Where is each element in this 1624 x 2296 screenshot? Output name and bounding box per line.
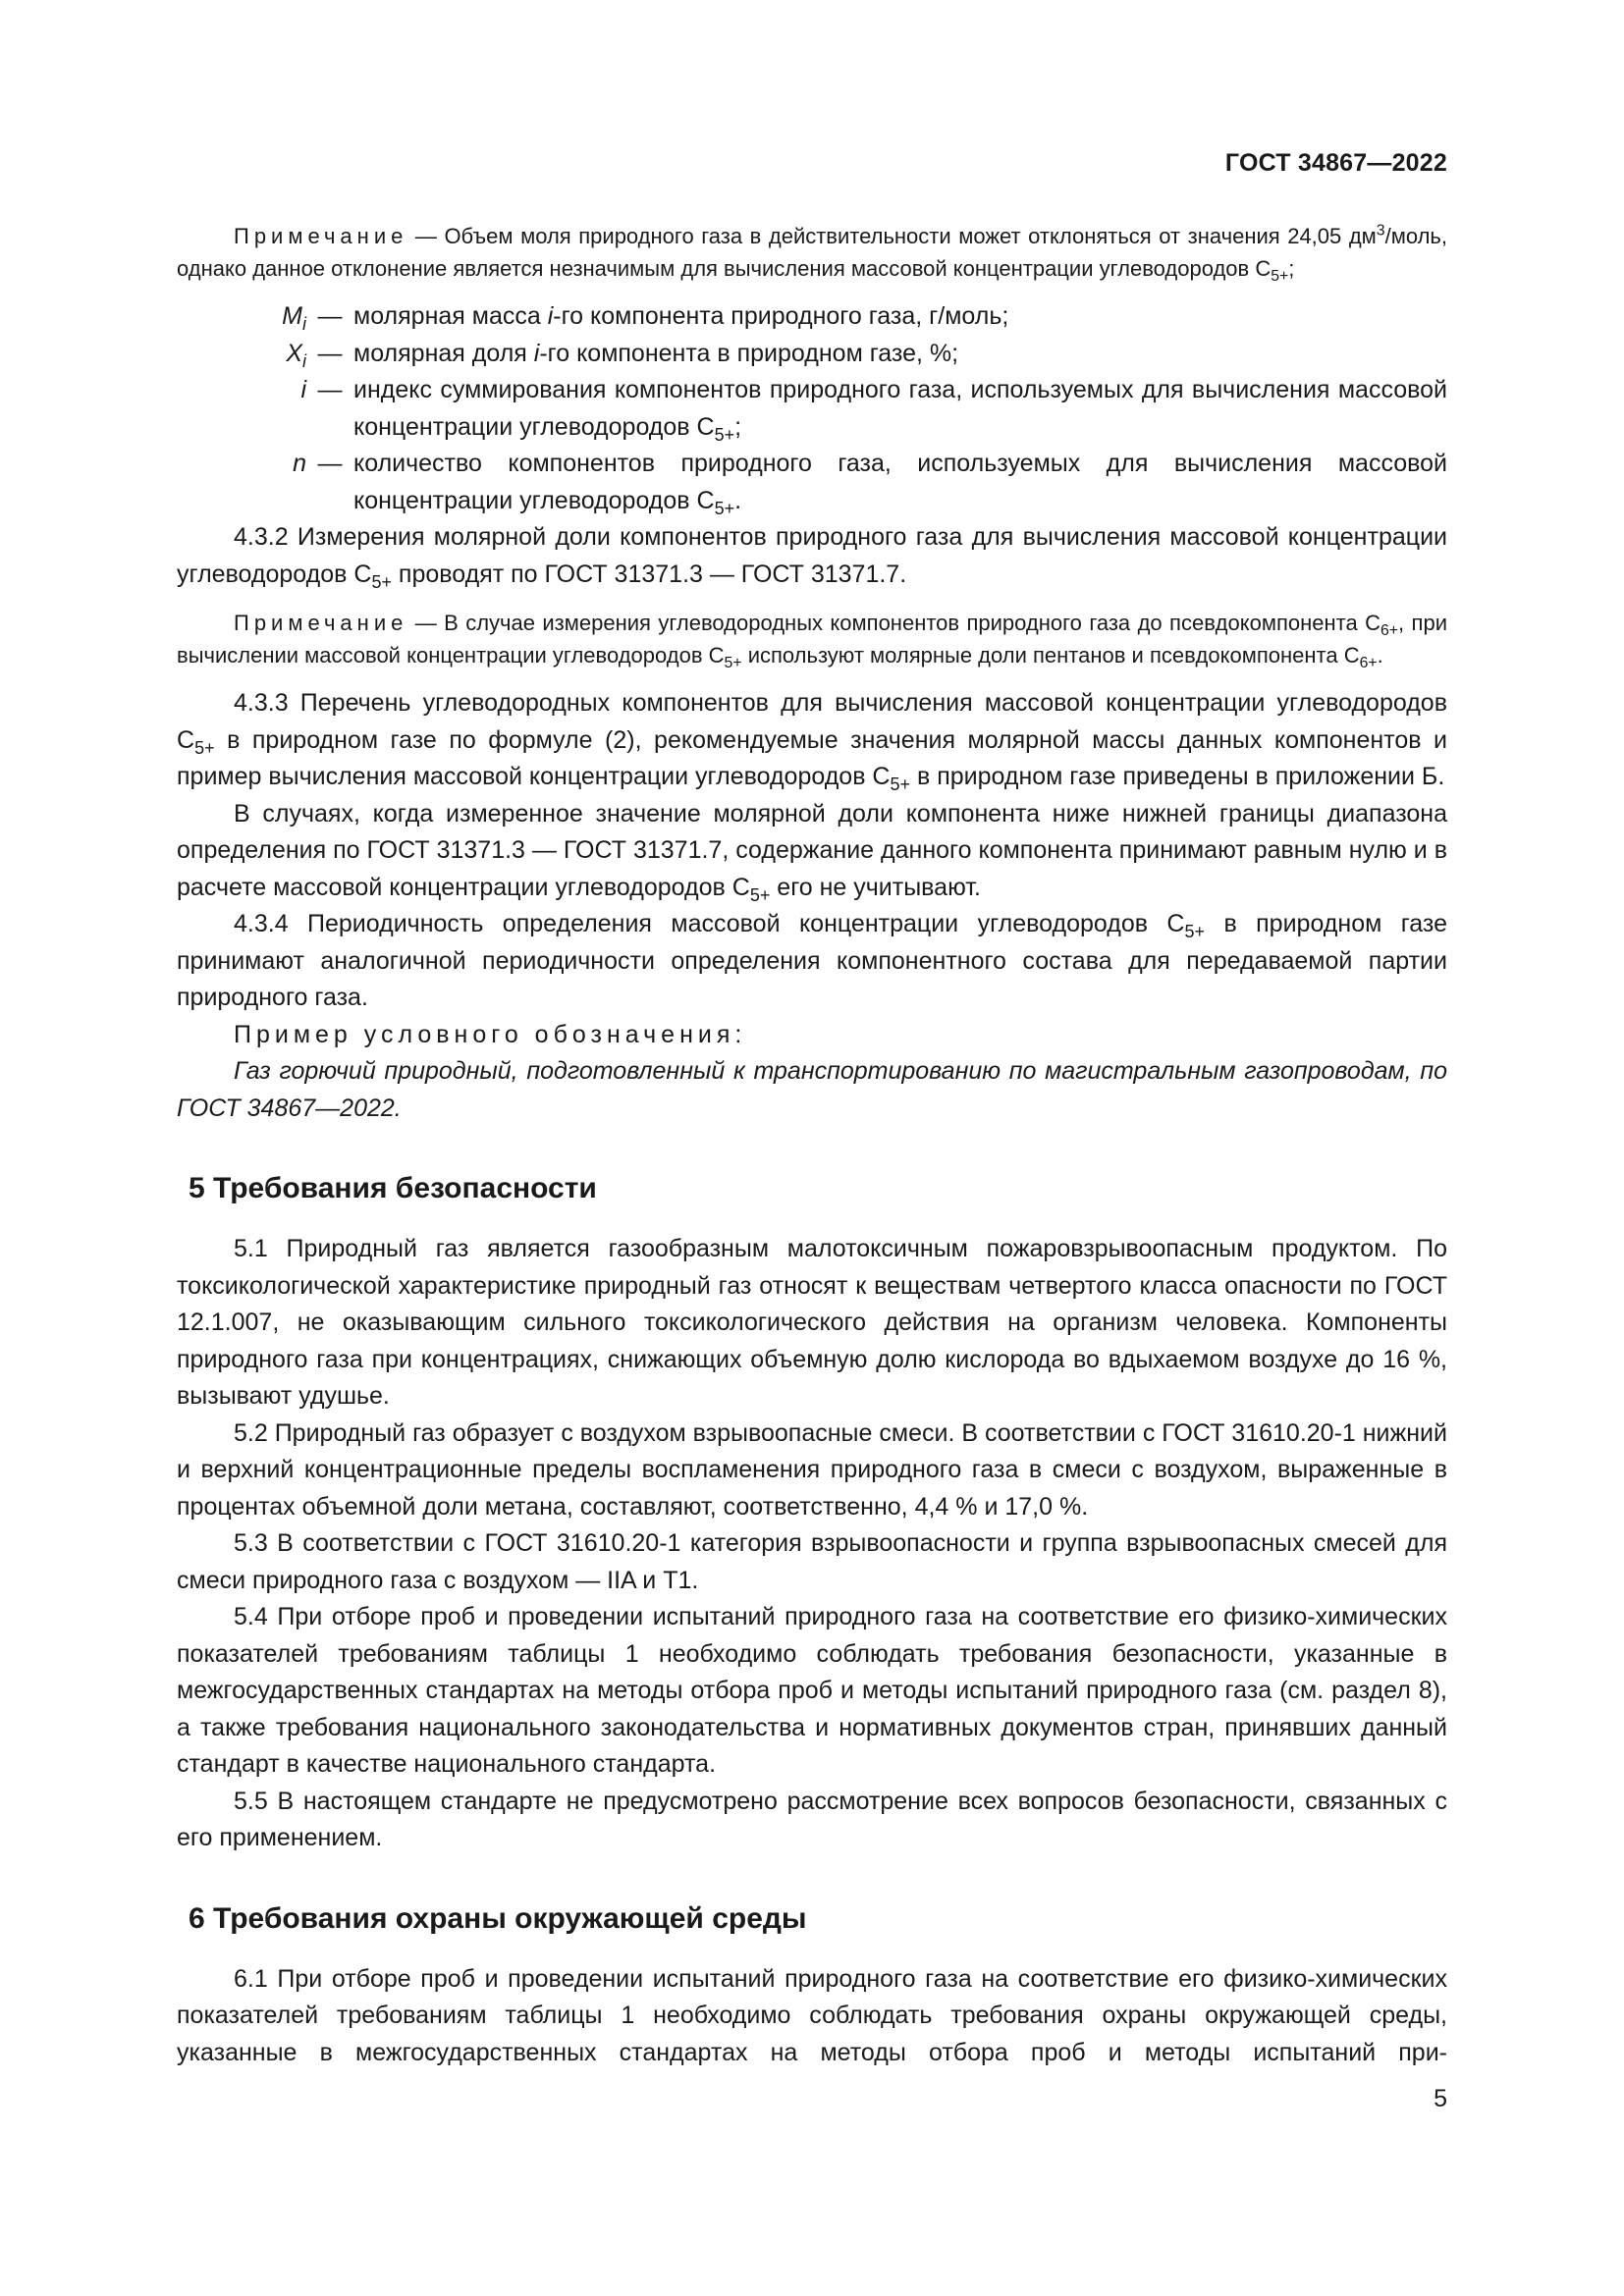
- clause-5-3: 5.3 В соответствии с ГОСТ 31610.20-1 категория взрывоопасности и группа взрывоопасных смесей для смеси природного газа с воздухом — IIA и T1.: [177, 1529, 1447, 1594]
- definition-row: [177, 336, 1447, 373]
- section-5-title: 5 Требования безопасности: [189, 1172, 597, 1204]
- superscript: 3: [1376, 222, 1385, 240]
- definition-row: [177, 446, 1447, 519]
- clause-4-3-2: 4.3.2 Измерения молярной доли компонентов природного газа для вычисления массовой концентрации углеводородов $C_{5+}$ проводят по ГОСТ 31371.3 — ГОСТ 31371.7.: [177, 523, 1447, 592]
- definition-symbol: $M_i$: [282, 302, 306, 334]
- clause-6-1: 6.1 При отборе проб и проведении испытаний природного газа на соответствие его физико-химических показателей требованиям таблицы 1 необходимо соблюдать требования охраны окружающей среды, указанные в межгосударственных стандартах на методы отбора проб и методы испытаний при-: [177, 1964, 1447, 2066]
- definition-dash: —: [317, 376, 343, 403]
- note-text: /моль, однако данное отклонение является незначимым для вычисления массовой концентрации углеводородов C: [177, 224, 1447, 281]
- definition-text: индекс суммирования компонентов природного газа, используемых для вычисления массовой концентрации углеводородов $C_{5+}$;: [353, 376, 1447, 445]
- note-label: Примечание: [234, 224, 408, 248]
- clause-4-3-3: 4.3.3 Перечень углеводородных компонентов для вычисления массовой концентрации углеводородов $C_{5+}$ в природном газе по формуле (2), рекомендуемые значения молярной массы данных компонентов и пример вычисления массовой концентрации углеводородов $C_{5+}$ в природном газе приведены в приложении Б.: [177, 689, 1447, 794]
- clause-4-3-4: 4.3.4 Периодичность определения массовой концентрации углеводородов $C_{5+}$ в природном газе принимают аналогичной периодичности определения компонентного состава для передаваемой партии природного газа.: [177, 910, 1447, 1011]
- subscript: 5+: [1271, 268, 1289, 286]
- document-header: ГОСТ 34867—2022: [1224, 149, 1447, 177]
- clause-4-3-3-continued: В случаях, когда измеренное значение молярной доли компонента ниже нижней границы диапазона определения по ГОСТ 31371.3 — ГОСТ 31371.7, содержание данного компонента принимают равным нулю и в расчете массовой концентрации углеводородов $C_{5+}$ его не учитывают.: [177, 799, 1447, 905]
- definition-text: молярная доля i-го компонента в природном газе, %;: [353, 339, 959, 367]
- definition-row: [177, 372, 1447, 446]
- symbol-definitions: [177, 298, 1447, 519]
- clause-5-1: 5.1 Природный газ является газообразным малотоксичным пожаровзрывоопасным продуктом. По токсикологической характеристике природный газ относят к веществам четвертого класса опасности по ГОСТ 12.1.007, не оказывающим сильного токсикологического действия на организм человека. Компоненты природного газа при концентрациях, снижающих объемную долю кислорода во вдыхаемом воздухе до 16 %, вызывают удушье.: [177, 1235, 1447, 1410]
- definition-text: молярная масса i-го компонента природного газа, г/моль;: [353, 302, 1009, 330]
- clause-5-5: 5.5 В настоящем стандарте не предусмотрено рассмотрение всех вопросов безопасности, связанных с его применением.: [177, 1787, 1447, 1851]
- clause-5-2: 5.2 Природный газ образует с воздухом взрывоопасные смеси. В соответствии с ГОСТ 31610.20-1 нижний и верхний концентрационные пределы воспламенения природного газа в смеси с воздухом, выраженные в процентах объемной доли метана, составляют, соответственно, 4,4 % и 17,0 %.: [177, 1418, 1447, 1521]
- page-content: [177, 220, 1447, 2071]
- definition-dash: —: [317, 339, 343, 367]
- definition-row: [177, 298, 1447, 336]
- definition-text: количество компонентов природного газа, используемых для вычисления массовой концентрации углеводородов $C_{5+}$.: [353, 450, 1447, 518]
- section-6-title: 6 Требования охраны окружающей среды: [189, 1901, 807, 1935]
- page-number: 5: [1434, 2085, 1447, 2112]
- example-label: Пример условного обозначения:: [234, 1020, 747, 1048]
- note-label: Примечание: [234, 611, 408, 635]
- definition-symbol: n: [293, 450, 306, 477]
- definition-symbol: $X_i$: [286, 339, 306, 371]
- clause-5-4: 5.4 При отборе проб и проведении испытаний природного газа на соответствие его физико-химических показателей требованиям таблицы 1 необходимо соблюдать требования безопасности, указанные в межгосударственных стандартах на методы отбора проб и методы испытаний природного газа (см. раздел 8), а также требования национального законодательства и нормативных документов стран, принявших данный стандарт в качестве национального стандарта.: [177, 1603, 1447, 1778]
- note-text: — Объем моля природного газа в действительности может отклоняться от значения 24,05 дм: [407, 224, 1377, 248]
- definition-dash: —: [317, 450, 343, 477]
- note-molar-volume: [177, 220, 1447, 285]
- note-pseudocomponent: Примечание — В случае измерения углеводородных компонентов природного газа до псевдокомпонента $C_{6+}$, при вычислении массовой концентрации углеводородов $C_{5+}$ используют молярные доли пентанов и псевдокомпонента $C_{6+}$.: [177, 611, 1447, 672]
- example-text: Газ горючий природный, подготовленный к транспортированию по магистральным газопроводам, по ГОСТ 34867—2022.: [177, 1057, 1447, 1122]
- note-text: ;: [1288, 256, 1295, 281]
- definition-dash: —: [317, 302, 343, 330]
- definition-symbol: i: [300, 376, 306, 403]
